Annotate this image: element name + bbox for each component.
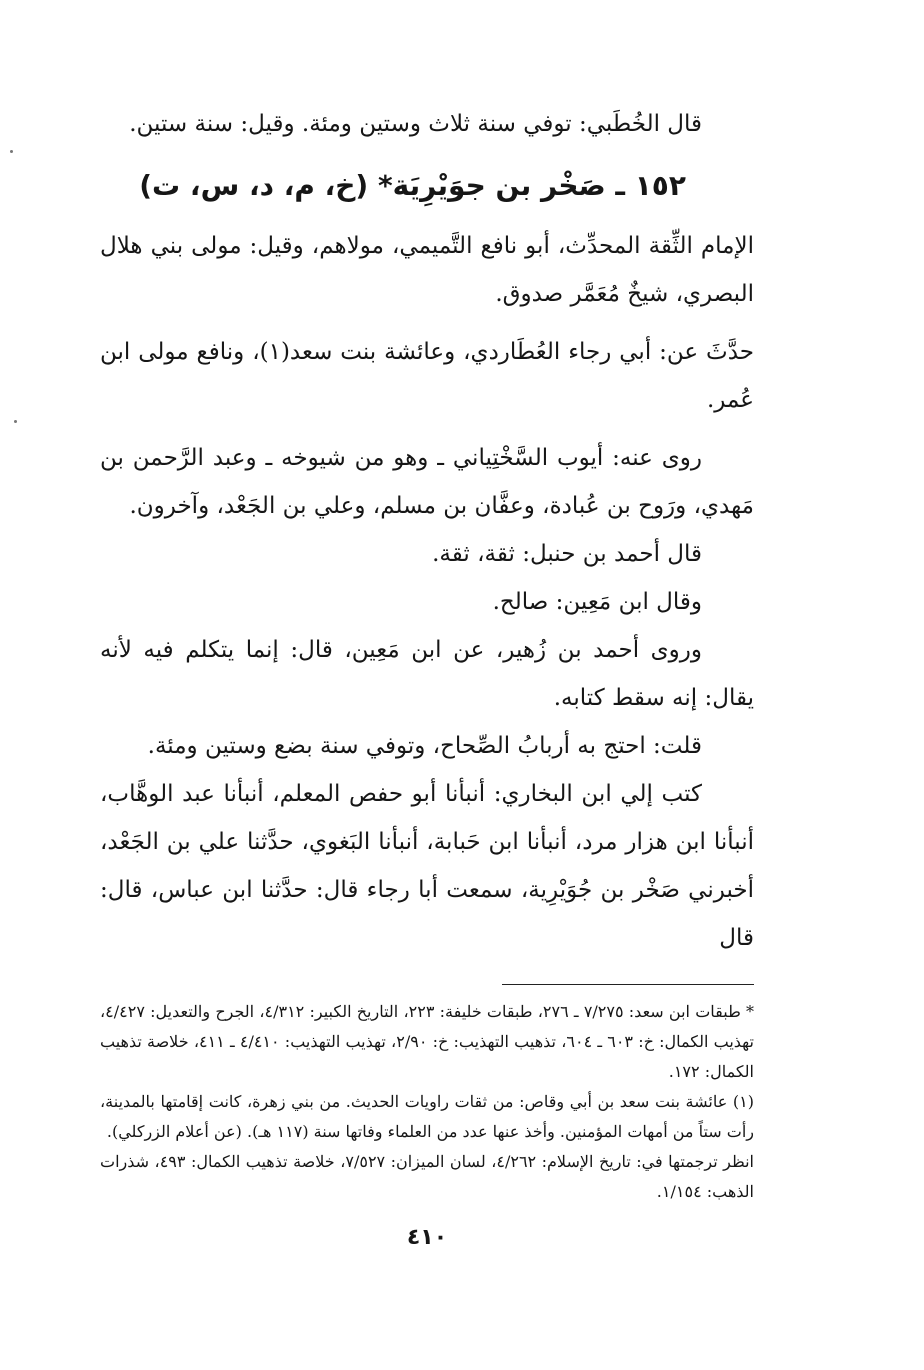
- paragraph-ahmad-quote: قال أحمد بن حنبل: ثقة، ثقة.: [432, 541, 702, 567]
- paragraph-gap: [100, 424, 754, 434]
- scan-speck: [10, 150, 13, 153]
- paragraph-narrated-from: حدَّثَ عن: أبي رجاء العُطَاردي، وعائشة بنت سعد(١)، ونافع مولى ابن عُمر.: [100, 339, 754, 413]
- footnote-see-also: انظر ترجمتها في: تاريخ الإسلام: ٤/٢٦٢، لسان الميزان: ٧/٥٢٧، خلاصة تذهيب الكمال: ٤٩٣، شذرات الذهب: ١/١٥٤.: [100, 1152, 755, 1201]
- entry-heading: ١٥٢ ـ صَخْر بن جوَيْرِيَة* (خ، م، د، س، ت): [139, 169, 686, 202]
- paragraph-isnad: كتب إلي ابن البخاري: أنبأنا أبو حفص المعلم، أنبأنا عبد الوهَّاب، أنبأنا ابن هزار مرد، أنبأنا ابن حَبابة، أنبأنا البَغوي، حدَّثنا علي بن الجَعْد، أخبرني صَخْر بن جُوَيْرِية، سمعت أبا رجاء قال: حدَّثنا ابن عباس، قال: قال: [100, 781, 754, 951]
- book-page: [100, 100, 754, 1320]
- entry-body: [100, 222, 754, 962]
- paragraph-description: الإمام الثِّقة المحدِّث، أبو نافع التَّميمي، مولاهم، وقيل: مولى بني هلال البصري، شيخٌ مُعَمَّر صدوق.: [100, 233, 754, 307]
- footnotes: [100, 997, 754, 1207]
- paragraph-gap: [100, 318, 754, 328]
- footnote-sources: * طبقات ابن سعد: ٧/٢٧٥ ـ ٢٧٦، طبقات خليفة: ٢٢٣، التاريخ الكبير: ٤/٣١٢، الجرح والتعديل: ٤/٤٢٧، تهذيب الكمال: خ: ٦٠٣ ـ ٦٠٤، تذهيب التهذيب: خ: ٢/٩٠، تهذيب التهذيب: ٤/٤١٠ ـ ٤١١، خلاصة تذهيب الكمال: ١٧٢.: [100, 1002, 755, 1081]
- footnote-divider: [502, 984, 754, 985]
- paragraph-narrators: روى عنه: أيوب السَّخْتِياني ـ وهو من شيوخه ـ وعبد الرَّحمن بن مَهدي، ورَوح بن عُبادة، وعفَّان بن مسلم، وعلي بن الجَعْد، وآخرون.: [100, 445, 754, 519]
- footnote-1: (١) عائشة بنت سعد بن أبي وقاص: من ثقات راويات الحديث. من بني زهرة، كانت إقامتها بالمدينة، رأت ستاً من أمهات المؤمنين. وأخذ عنها عدد من العلماء وفاتها سنة (١١٧ هـ). (عن أعلام الزركلي).: [100, 1092, 754, 1141]
- intro-line: قال الخُطَبي: توفي سنة ثلاث وستين ومئة. وقيل: سنة ستين.: [129, 111, 702, 137]
- scan-speck: [14, 420, 17, 423]
- paragraph-author-note: قلت: احتج به أربابُ الصِّحاح، وتوفي سنة بضع وستين ومئة.: [147, 733, 702, 759]
- paragraph-zuhair-report: وروى أحمد بن زُهير، عن ابن مَعِين، قال: إنما يتكلم فيه لأنه يقال: إنه سقط كتابه.: [100, 637, 754, 711]
- page-number: ٤١٠: [406, 1225, 448, 1250]
- paragraph-ibn-main-quote: وقال ابن مَعِين: صالح.: [492, 589, 702, 615]
